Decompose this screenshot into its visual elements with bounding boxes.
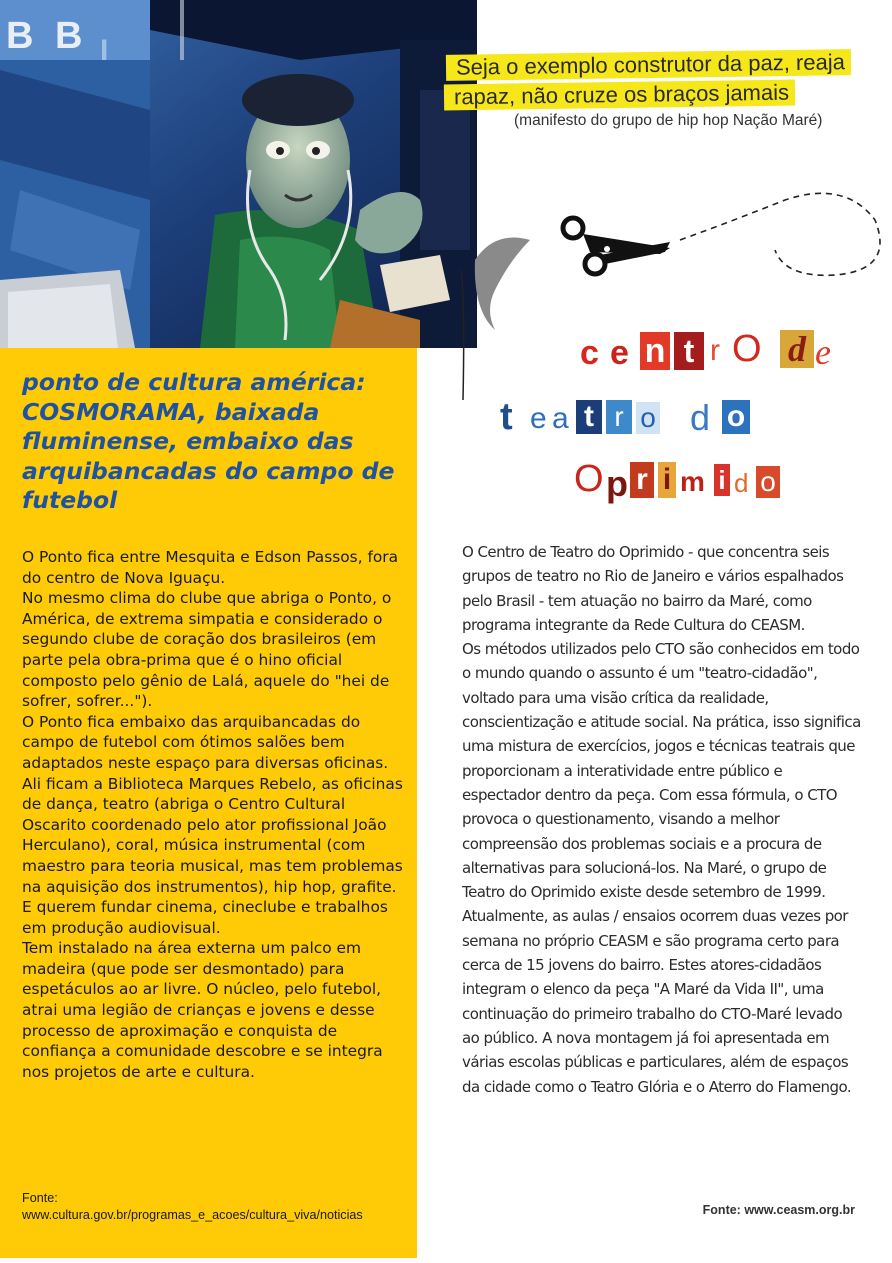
- title-letter: r: [630, 462, 654, 498]
- title-letter: d: [734, 468, 749, 498]
- ransom-title: [460, 300, 880, 520]
- left-paragraph: No mesmo clima do clube que abriga o Ponto, o América, de extrema simpatia e considerado o segundo clube de coração dos brasileiros (em parte pela obra-prima que é o hino oficial composto pelo gênio de Lalá, aquele do "hei de sofrer, sofrer...").: [22, 589, 392, 711]
- title-letter: e: [530, 402, 547, 435]
- title-letter: d: [780, 330, 814, 368]
- left-body: [22, 547, 407, 1082]
- right-source: Fonte: www.ceasm.org.br: [702, 1203, 855, 1217]
- title-letter: O: [732, 328, 762, 370]
- left-title: ponto de cultura américa: COSMORAMA, baixada fluminense, embaixo das arquibancadas do campo de futebol: [22, 368, 395, 514]
- title-letter: a: [552, 402, 569, 435]
- left-paragraph: O Ponto fica embaixo das arquibancadas do campo de futebol com ótimos salões bem adaptados neste espaço para diversas oficinas. Ali ficam a Biblioteca Marques Rebelo, as oficinas de dança, teatro (abriga o Centro Cultural Oscarito coordenado pelo ator profissional João Herculano), coral, música instrumental (com maestro para teoria musical, mas tem problemas na aquisição dos instrumentos), hip hop, grafite. E querem fundar cinema, cineclube e trabalhos em produção audiovisual.: [22, 712, 403, 937]
- title-letter: c: [580, 334, 599, 372]
- title-letter: o: [756, 466, 780, 498]
- left-paragraph: O Ponto fica entre Mesquita e Edson Passos, fora do centro de Nova Iguaçu.: [22, 548, 399, 587]
- mural-photo-graphic: [0, 0, 477, 348]
- title-letter: o: [636, 402, 660, 434]
- svg-text:B: B: [55, 15, 83, 57]
- right-body: [462, 540, 862, 1099]
- title-letter: e: [610, 334, 629, 372]
- title-letter: t: [576, 400, 602, 434]
- left-source: [22, 1190, 414, 1224]
- title-letter: d: [690, 397, 711, 438]
- svg-text:I: I: [100, 34, 109, 67]
- right-paragraph: Os métodos utilizados pelo CTO são conhecidos em todo o mundo quando o assunto é um "teatro-cidadão", voltado para uma visão crítica da realidade, conscientização e atitude social. Na prática, isso significa uma mistura de exercícios, jogos e técnicas teatrais que proporcionam a interatividade entre público e espectador dentro da peça. Com essa fórmula, o CTO provoca o questionamento, visando a melhor compreensão dos problemas sociais e a procura de alternativas para solucioná-los. Na Maré, o grupo de Teatro do Oprimido existe desde setembro de 1999. Atualmente, as aulas / ensaios ocorrem duas vezes por semana no próprio CEASM e são programa certo para cerca de 15 jovens do bairro. Estes atores-cidadãos integram o elenco da peça "A Maré da Vida II", uma continuação do primeiro trabalho do CTO-Maré levado ao público. A nova montagem já foi apresentada em várias escolas públicas e particulares, além de espaços da cidade como o Teatro Glória e o Aterro do Flamengo.: [462, 640, 861, 1096]
- mural-photo: [0, 0, 477, 348]
- left-source-label: Fonte:: [22, 1191, 58, 1205]
- left-paragraph: Tem instalado na área externa um palco em madeira (que pode ser desmontado) para espetáculos ao ar livre. O núcleo, pelo futebol, atrai uma legião de crianças e jovens e desse processo de aproximação e conquista de confiança a comunidade descobre e se integra nos projetos de arte e cultura.: [22, 939, 383, 1081]
- quote-line-1: Seja o exemplo construtor da paz, reaja: [446, 49, 851, 81]
- quote-line-2: rapaz, não cruze os braços jamais: [444, 80, 795, 111]
- left-source-url: www.cultura.gov.br/programas_e_acoes/cultura_viva/noticias: [22, 1208, 363, 1222]
- title-letter: t: [674, 332, 704, 370]
- title-letter: p: [606, 463, 628, 504]
- title-letter: o: [722, 400, 750, 434]
- title-letter: O: [574, 458, 604, 500]
- right-paragraph: O Centro de Teatro do Oprimido - que concentra seis grupos de teatro no Rio de Janeiro e vários espalhados pelo Brasil - tem atuação no bairro da Maré, como programa integrante da Rede Cultura do CEASM.: [462, 543, 844, 634]
- title-letter: t: [500, 396, 513, 438]
- title-letter: e: [815, 332, 831, 372]
- title-letter: r: [606, 400, 632, 434]
- title-letter: r: [710, 334, 720, 367]
- title-letter: i: [714, 464, 730, 496]
- svg-text:B: B: [6, 15, 34, 57]
- quote-source: (manifesto do grupo de hip hop Nação Maré): [514, 112, 823, 129]
- title-letter: i: [658, 462, 676, 498]
- title-letter: m: [680, 466, 705, 497]
- title-letter: n: [640, 332, 670, 370]
